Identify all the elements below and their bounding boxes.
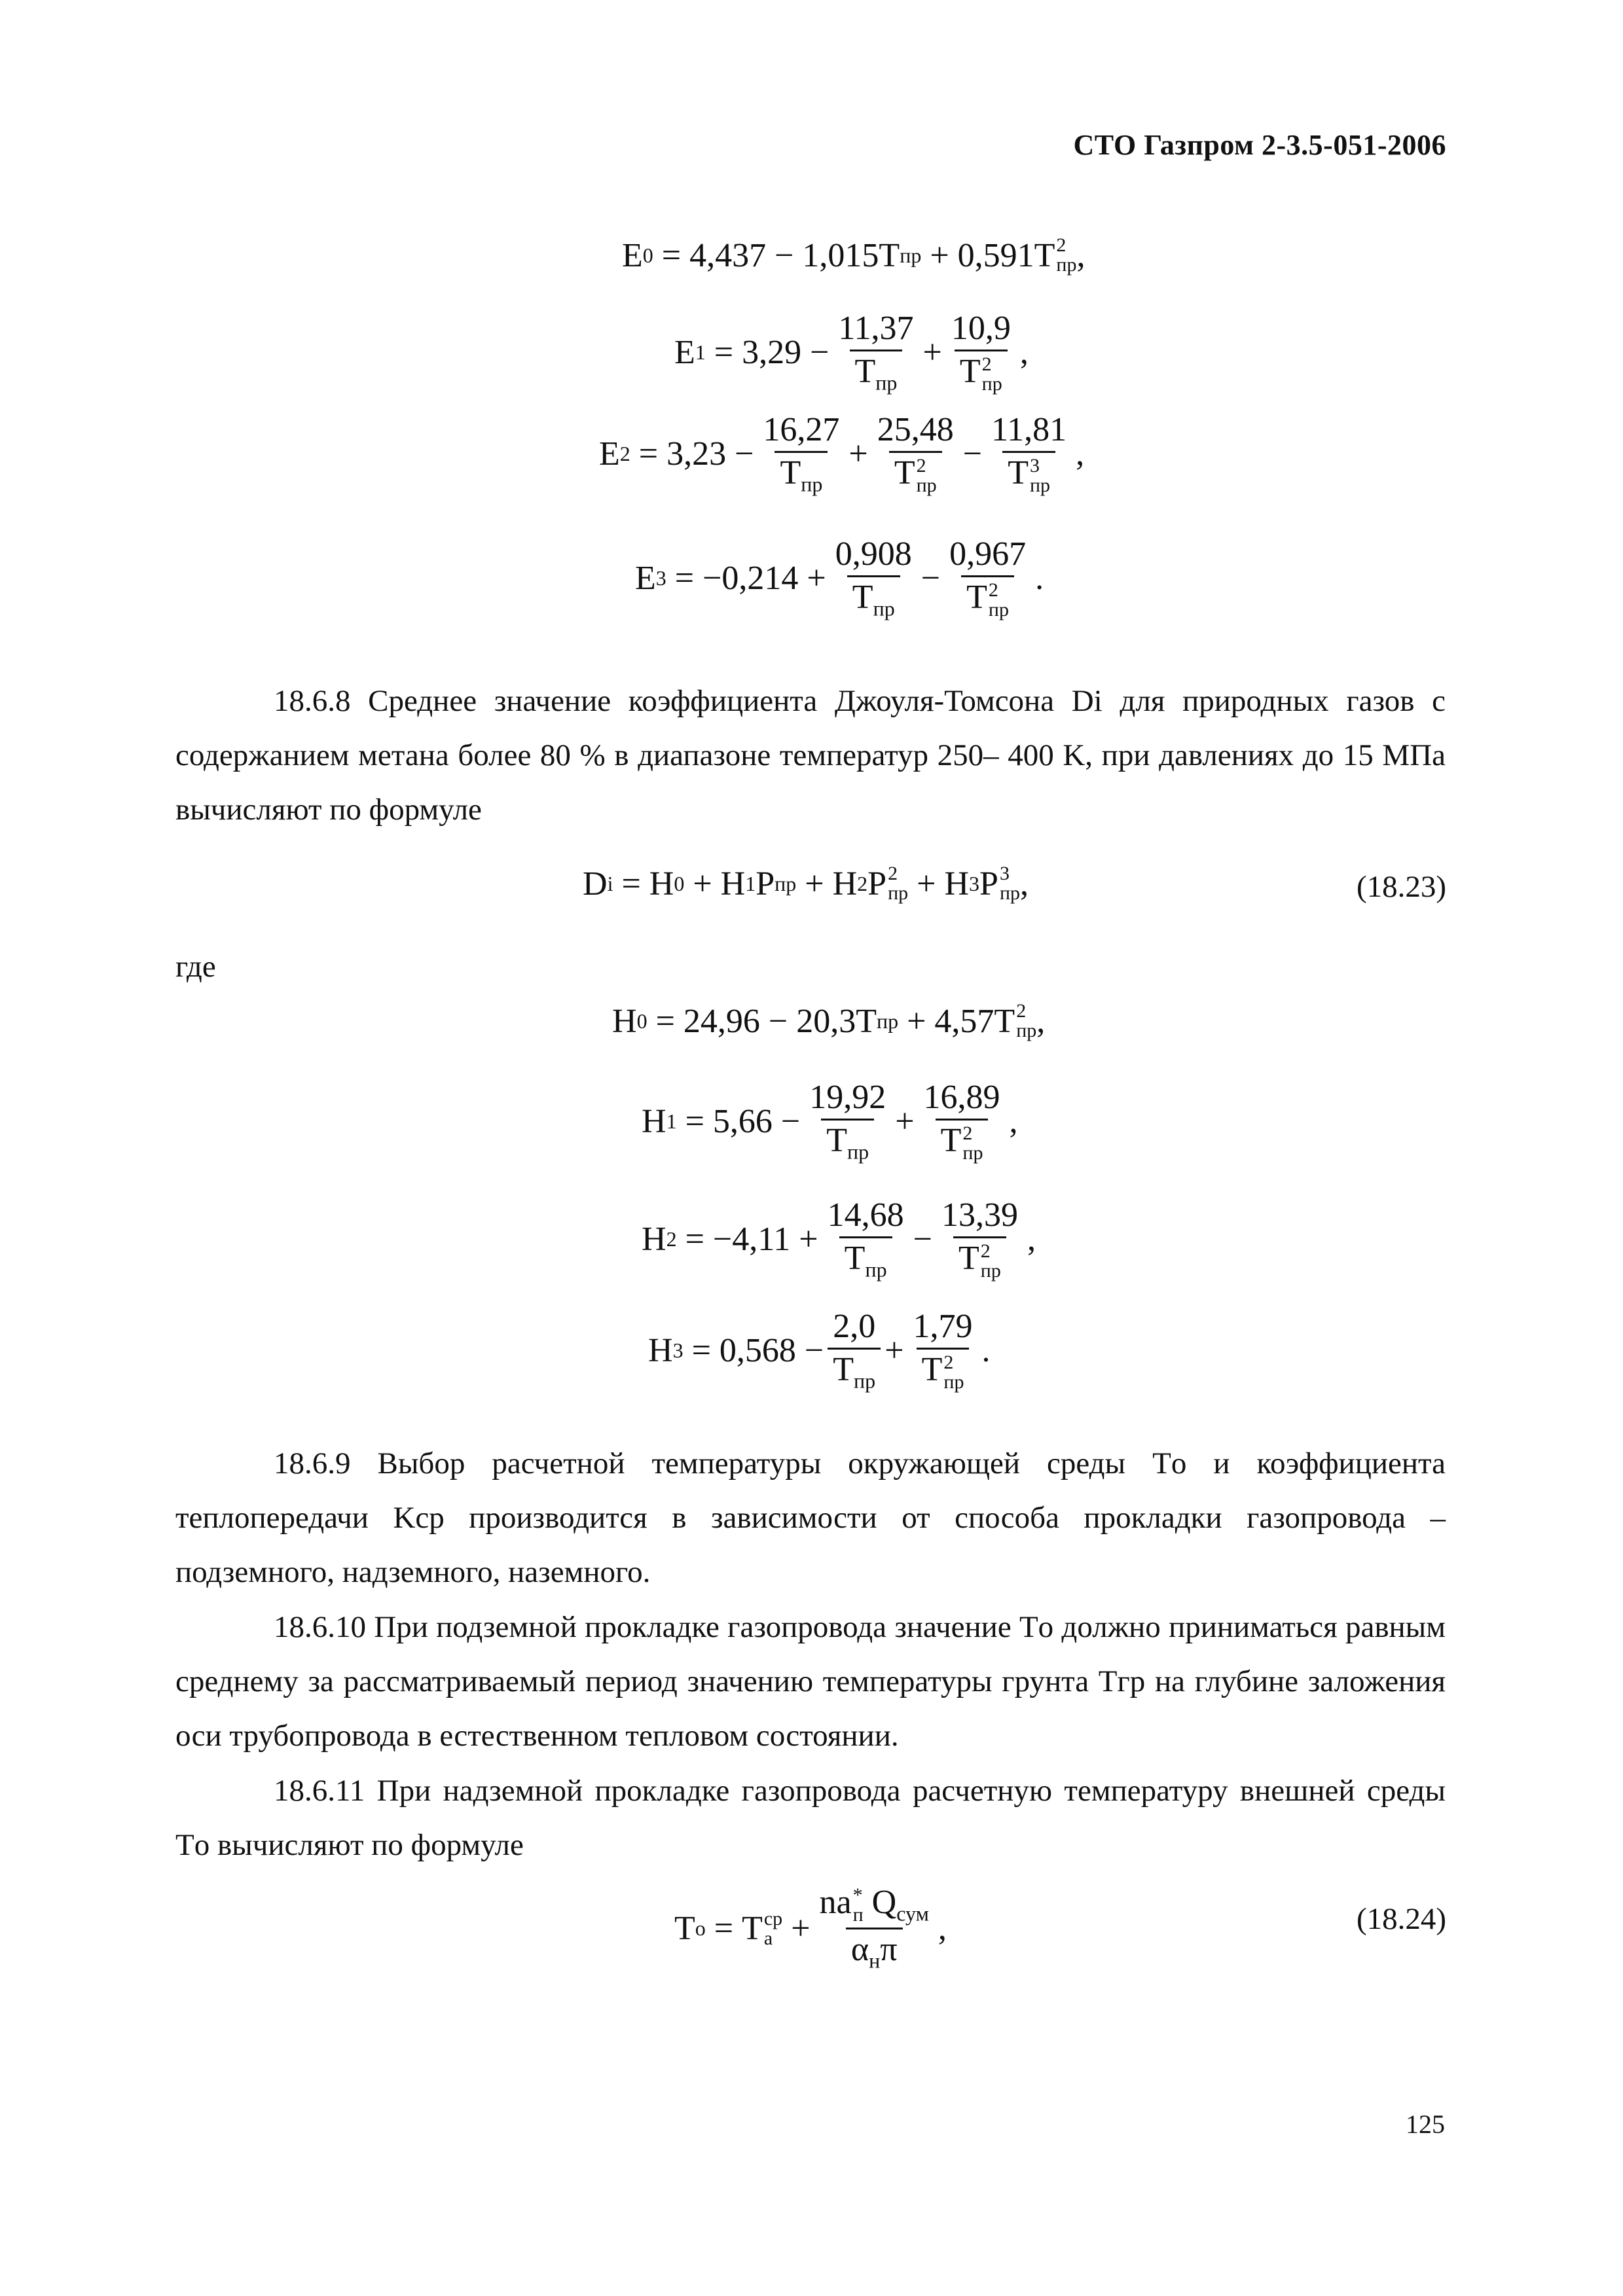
formula-h2: H 2 = −4,11 + $\frac{14,68}{T_{пр}}$ − 13,39 T 2 пр , bbox=[642, 1196, 1036, 1282]
paragraph-18-6-8: 18.6.8 Среднее значение коэффициента Джоуля-Томсона Di для природных газов с содержанием метана более 80 % в диапазоне температур 250– 400 K, при давлениях до 15 МПа вычисляют по формуле bbox=[175, 684, 1446, 827]
formula-e0: E 0 = 4,437 − 1,015T пр + 0,591T 2 пр , bbox=[622, 234, 1085, 276]
formula-18-23-number: (18.23) bbox=[1356, 870, 1446, 904]
formula-e2: E 2 = 3,23 − $\frac{16,27}{T_{пр}}$ + 25,48 T 2 пр − 11,81 T 3 пр , bbox=[599, 411, 1085, 496]
formula-h3: H 3 = 0,568 − $\frac{2,0}{T_{пр}}$ + 1,79 T 2 пр . bbox=[648, 1308, 991, 1393]
formula-18-23: D i = H 0 + H 1 P пр + H 2 P 2 пр + H 3 P 3 пр , bbox=[583, 863, 1029, 904]
formula-h0: H 0 = 24,96 − 20,3T пр + 4,57T 2 пр , bbox=[612, 1000, 1046, 1041]
page-number: 125 bbox=[1406, 2109, 1445, 2139]
formula-h1: H 1 = 5,66 − $\frac{19,92}{T_{пр}}$ + 16,89 T 2 пр , bbox=[642, 1079, 1018, 1164]
formula-e3: E 3 = −0,214 + $\frac{0,908}{T_{пр}}$ − 0,967 T 2 пр . bbox=[635, 535, 1044, 620]
paragraph-18-6-11: 18.6.11 При надземной прокладке газопровода расчетную температуру внешней среды Tо вычисляют по формуле bbox=[175, 1774, 1446, 1862]
formula-18-24: T о = T ср а + na * п $Q_{сум}$ $\alpha_н\pi$ , bbox=[674, 1884, 947, 1973]
paragraph-18-6-9: 18.6.9 Выбор расчетной температуры окружающей среды Tо и коэффициента теплопередачи Kср производится в зависимости от способа прокладки газопровода – подземного, надземного, наземного. bbox=[175, 1446, 1446, 1589]
formula-e1: E 1 = 3,29 − $\frac{11,37}{T_{пр}}$ + 10,9 T 2 пр , bbox=[674, 310, 1029, 395]
paragraph-18-6-10: 18.6.10 При подземной прокладке газопровода значение Tо должно приниматься равным среднему за рассматриваемый период значению температуры грунта Tгр на глубине заложения оси трубопровода в естественном тепловом состоянии. bbox=[175, 1610, 1446, 1753]
where-label: где bbox=[175, 950, 216, 984]
page-header: СТО Газпром 2-3.5-051-2006 bbox=[1073, 129, 1446, 161]
formula-18-24-number: (18.24) bbox=[1356, 1902, 1446, 1936]
